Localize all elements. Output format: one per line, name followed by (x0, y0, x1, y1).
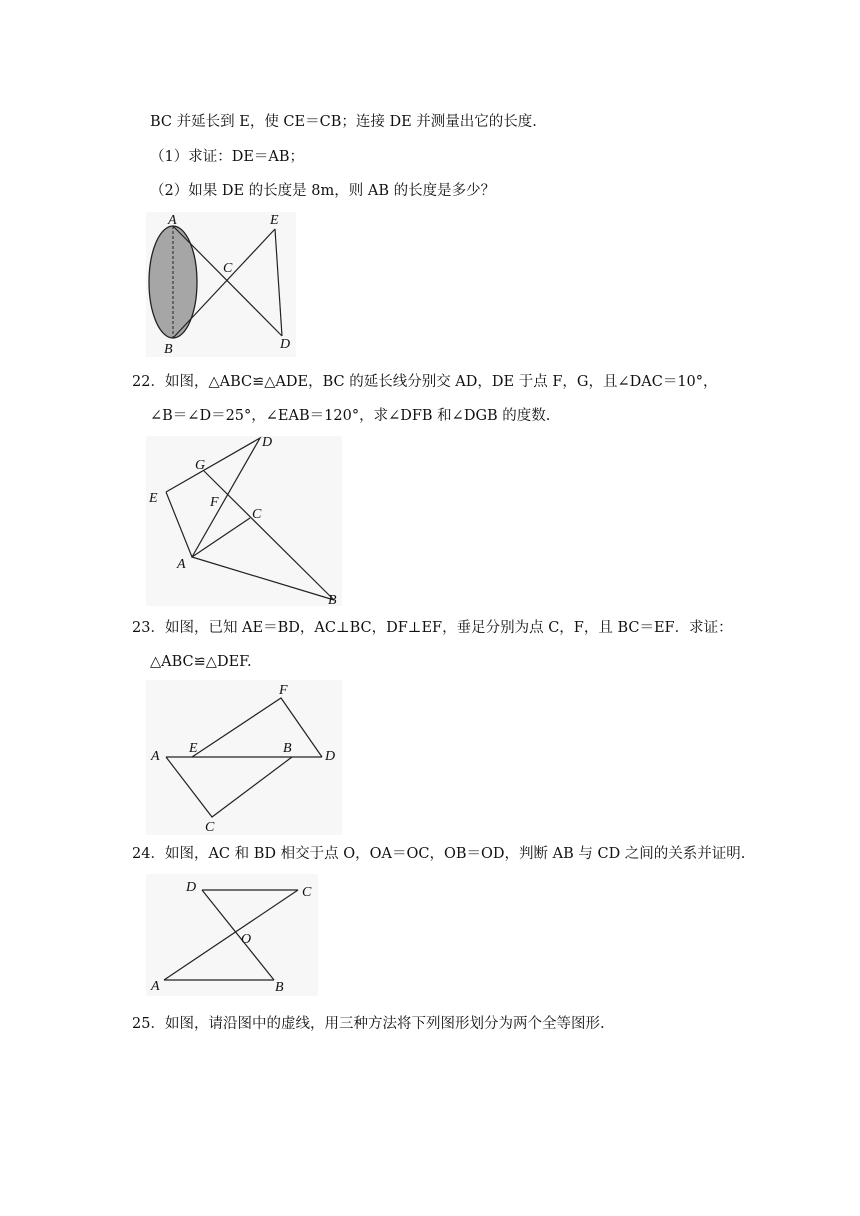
q22-text-line1: 22．如图，△ABC≌△ADE，BC 的延长线分别交 AD，DE 于点 F，G，且∠DAC＝10°， (132, 374, 718, 390)
q23-text-line1: 23．如图，已知 AE＝BD，AC⊥BC，DF⊥EF，垂足分别为点 C，F，且 BC＝EF．求证： (132, 620, 733, 636)
label-C: C (302, 885, 312, 900)
label-A: A (151, 749, 160, 764)
label-G: G (195, 458, 206, 473)
q21-part2: （2）如果 DE 的长度是 8m，则 AB 的长度是多少？ (150, 183, 496, 199)
label-D: D (325, 749, 336, 764)
label-F: F (279, 683, 288, 698)
label-C: C (223, 261, 233, 276)
label-E: E (270, 213, 279, 228)
label-A: A (151, 979, 160, 994)
label-C: C (252, 507, 262, 522)
q22-figure (146, 436, 342, 606)
q23-figure (146, 680, 342, 835)
q24-text-line1: 24．如图，AC 和 BD 相交于点 O，OA＝OC，OB＝OD，判断 AB 与 CD 之间的关系并证明. (132, 846, 746, 862)
label-C: C (205, 820, 215, 835)
q25-text-line1: 25．如图，请沿图中的虚线，用三种方法将下列图形划分为两个全等图形. (132, 1016, 605, 1032)
q21-part1: （1）求证：DE＝AB； (150, 149, 305, 165)
label-D: D (262, 436, 273, 450)
label-E: E (189, 741, 198, 756)
label-B: B (164, 342, 173, 357)
label-D: D (280, 337, 291, 352)
label-B: B (275, 980, 284, 995)
q24-figure (146, 874, 318, 996)
label-E: E (149, 491, 158, 506)
label-A: A (168, 213, 177, 228)
q22-text-line2: ∠B＝∠D＝25°，∠EAB＝120°，求∠DFB 和∠DGB 的度数. (150, 408, 551, 424)
q21-text-line: BC 并延长到 E，使 CE＝CB；连接 DE 并测量出它的长度. (150, 114, 537, 130)
q23-text-line2: △ABC≌△DEF. (150, 654, 252, 670)
label-A: A (177, 557, 186, 572)
label-F: F (210, 495, 219, 510)
q21-figure (146, 212, 296, 357)
label-D: D (186, 880, 197, 895)
label-B: B (328, 593, 337, 606)
label-B: B (283, 741, 292, 756)
label-O: O (241, 932, 252, 947)
